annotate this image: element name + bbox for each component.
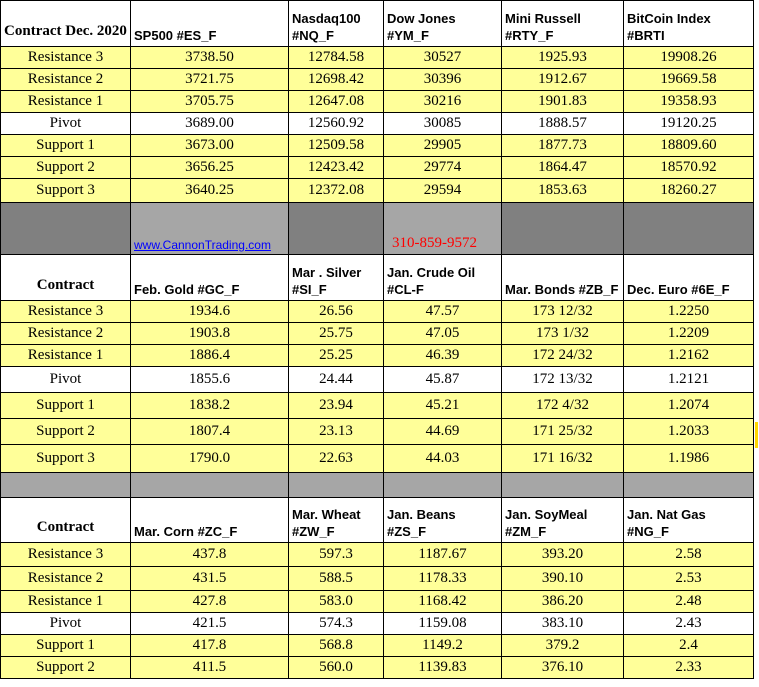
row-pivot: [1, 113, 754, 135]
row-resistance-1: [1, 591, 754, 613]
separator-cell: [1, 203, 131, 255]
instrument-header[interactable]: SP500 #ES_F: [131, 1, 289, 47]
instrument-header[interactable]: Mar . Silver #SI_F: [289, 255, 384, 301]
value-cell[interactable]: 18809.60: [624, 135, 754, 157]
value-cell[interactable]: 1.2074: [624, 393, 754, 419]
level-label-cell[interactable]: Support 2: [1, 657, 131, 679]
instrument-header[interactable]: Nasdaq100 #NQ_F: [289, 1, 384, 47]
instrument-header[interactable]: Jan. Beans #ZS_F: [384, 498, 502, 543]
separator-row: [1, 203, 754, 255]
value-cell[interactable]: 18260.27: [624, 179, 754, 203]
value-cell[interactable]: 2.53: [624, 567, 754, 591]
level-label-cell[interactable]: Resistance 3: [1, 301, 131, 323]
value-cell[interactable]: 3721.75: [131, 69, 289, 91]
value-cell[interactable]: 1807.4: [131, 419, 289, 445]
level-label-cell[interactable]: Resistance 3: [1, 543, 131, 567]
row-resistance-3: [1, 543, 754, 567]
value-cell[interactable]: 1877.73: [502, 135, 624, 157]
value-cell[interactable]: 1.2162: [624, 345, 754, 367]
row-support-2: [1, 419, 754, 445]
instrument-header[interactable]: Mini Russell #RTY_F: [502, 1, 624, 47]
value-cell[interactable]: 437.8: [131, 543, 289, 567]
level-label-cell[interactable]: Support 3: [1, 179, 131, 203]
instrument-header[interactable]: Dow Jones #YM_F: [384, 1, 502, 47]
value-cell[interactable]: 1912.67: [502, 69, 624, 91]
level-label-cell[interactable]: Pivot: [1, 367, 131, 393]
value-cell[interactable]: 46.39: [384, 345, 502, 367]
value-cell[interactable]: 379.2: [502, 635, 624, 657]
value-cell[interactable]: 411.5: [131, 657, 289, 679]
value-cell[interactable]: 22.63: [289, 445, 384, 473]
separator-cell: [289, 203, 384, 255]
value-cell[interactable]: 171 16/32: [502, 445, 624, 473]
separator-cell: [131, 473, 289, 498]
value-cell[interactable]: 23.13: [289, 419, 384, 445]
section1-header-row: [1, 1, 754, 47]
separator-cell: [502, 203, 624, 255]
value-cell[interactable]: 19908.26: [624, 47, 754, 69]
level-label-cell[interactable]: Resistance 1: [1, 91, 131, 113]
value-cell[interactable]: 588.5: [289, 567, 384, 591]
value-cell[interactable]: 1139.83: [384, 657, 502, 679]
section3-header-row: [1, 498, 754, 543]
value-cell[interactable]: 12560.92: [289, 113, 384, 135]
value-cell[interactable]: 23.94: [289, 393, 384, 419]
value-cell[interactable]: 172 24/32: [502, 345, 624, 367]
value-cell[interactable]: 1159.08: [384, 613, 502, 635]
row-resistance-2: [1, 567, 754, 591]
value-cell[interactable]: 44.69: [384, 419, 502, 445]
value-cell[interactable]: 431.5: [131, 567, 289, 591]
value-cell[interactable]: 1925.93: [502, 47, 624, 69]
website-link[interactable]: www.CannonTrading.com: [131, 203, 289, 255]
level-label-cell[interactable]: Pivot: [1, 613, 131, 635]
row-support-1: [1, 635, 754, 657]
value-cell[interactable]: 1187.67: [384, 543, 502, 567]
value-cell[interactable]: 45.21: [384, 393, 502, 419]
value-cell[interactable]: 19120.25: [624, 113, 754, 135]
value-cell[interactable]: 390.10: [502, 567, 624, 591]
value-cell[interactable]: 3656.25: [131, 157, 289, 179]
separator-row: [1, 473, 754, 498]
value-cell[interactable]: 47.57: [384, 301, 502, 323]
value-cell[interactable]: 18570.92: [624, 157, 754, 179]
value-cell[interactable]: 1.2121: [624, 367, 754, 393]
row-support-1: [1, 393, 754, 419]
value-cell[interactable]: 30085: [384, 113, 502, 135]
value-cell[interactable]: 386.20: [502, 591, 624, 613]
instrument-header[interactable]: Jan. Crude Oil #CL-F: [384, 255, 502, 301]
row-support-2: [1, 157, 754, 179]
separator-cell: [1, 473, 131, 498]
value-cell[interactable]: 173 1/32: [502, 323, 624, 345]
value-cell[interactable]: 1149.2: [384, 635, 502, 657]
level-label-cell[interactable]: Support 1: [1, 393, 131, 419]
value-cell[interactable]: 25.75: [289, 323, 384, 345]
value-cell[interactable]: 427.8: [131, 591, 289, 613]
level-label-cell[interactable]: Support 1: [1, 135, 131, 157]
value-cell[interactable]: 1903.8: [131, 323, 289, 345]
row-support-2: [1, 657, 754, 679]
row-support-1: [1, 135, 754, 157]
value-cell[interactable]: 2.33: [624, 657, 754, 679]
section2-header-row: [1, 255, 754, 301]
value-cell[interactable]: 383.10: [502, 613, 624, 635]
contract-header[interactable]: Contract Dec. 2020: [1, 1, 131, 47]
value-cell[interactable]: 44.03: [384, 445, 502, 473]
value-cell[interactable]: 393.20: [502, 543, 624, 567]
value-cell[interactable]: 12509.58: [289, 135, 384, 157]
separator-cell: [289, 473, 384, 498]
value-cell[interactable]: 3689.00: [131, 113, 289, 135]
value-cell[interactable]: 26.56: [289, 301, 384, 323]
row-resistance-1: [1, 91, 754, 113]
instrument-header[interactable]: BitCoin Index #BRTI: [624, 1, 754, 47]
row-support-3: [1, 445, 754, 473]
value-cell[interactable]: 12372.08: [289, 179, 384, 203]
value-cell[interactable]: 1901.83: [502, 91, 624, 113]
level-label-cell[interactable]: Resistance 1: [1, 345, 131, 367]
separator-cell: [502, 473, 624, 498]
value-cell[interactable]: 12423.42: [289, 157, 384, 179]
level-label-cell[interactable]: Resistance 1: [1, 591, 131, 613]
level-label-cell[interactable]: Support 1: [1, 635, 131, 657]
row-resistance-2: [1, 323, 754, 345]
value-cell[interactable]: 29774: [384, 157, 502, 179]
level-label-cell[interactable]: Resistance 2: [1, 323, 131, 345]
contract-header[interactable]: Contract: [1, 255, 131, 301]
separator-cell: [624, 203, 754, 255]
value-cell[interactable]: 560.0: [289, 657, 384, 679]
instrument-header[interactable]: Jan. SoyMeal #ZM_F: [502, 498, 624, 543]
value-cell[interactable]: 171 25/32: [502, 419, 624, 445]
value-cell[interactable]: 3640.25: [131, 179, 289, 203]
value-cell[interactable]: 3673.00: [131, 135, 289, 157]
value-cell[interactable]: 1790.0: [131, 445, 289, 473]
value-cell[interactable]: 45.87: [384, 367, 502, 393]
row-pivot: [1, 613, 754, 635]
value-cell[interactable]: 12698.42: [289, 69, 384, 91]
value-cell[interactable]: 574.3: [289, 613, 384, 635]
value-cell[interactable]: 597.3: [289, 543, 384, 567]
value-cell[interactable]: 1886.4: [131, 345, 289, 367]
value-cell[interactable]: 19358.93: [624, 91, 754, 113]
row-resistance-1: [1, 345, 754, 367]
level-label-cell[interactable]: Support 2: [1, 157, 131, 179]
row-resistance-2: [1, 69, 754, 91]
phone-number: 310-859-9572: [384, 203, 502, 255]
contract-header[interactable]: Contract: [1, 498, 131, 543]
value-cell[interactable]: 1.2250: [624, 301, 754, 323]
instrument-header[interactable]: Mar. Corn #ZC_F: [131, 498, 289, 543]
instrument-header[interactable]: Dec. Euro #6E_F: [624, 255, 754, 301]
row-support-3: [1, 179, 754, 203]
level-label-cell[interactable]: Resistance 2: [1, 567, 131, 591]
row-resistance-3: [1, 47, 754, 69]
instrument-header[interactable]: Mar. Bonds #ZB_F: [502, 255, 624, 301]
level-label-cell[interactable]: Resistance 2: [1, 69, 131, 91]
row-resistance-3: [1, 301, 754, 323]
value-cell[interactable]: 376.10: [502, 657, 624, 679]
level-label-cell[interactable]: Pivot: [1, 113, 131, 135]
value-cell[interactable]: 1.1986: [624, 445, 754, 473]
value-cell[interactable]: 421.5: [131, 613, 289, 635]
value-cell[interactable]: 583.0: [289, 591, 384, 613]
value-cell[interactable]: 568.8: [289, 635, 384, 657]
value-cell[interactable]: 1888.57: [502, 113, 624, 135]
value-cell[interactable]: 30216: [384, 91, 502, 113]
value-cell[interactable]: 2.58: [624, 543, 754, 567]
separator-cell: [384, 473, 502, 498]
cell-highlight-marker: [755, 422, 758, 448]
separator-cell: [624, 473, 754, 498]
value-cell[interactable]: 24.44: [289, 367, 384, 393]
value-cell[interactable]: 3738.50: [131, 47, 289, 69]
value-cell[interactable]: 1838.2: [131, 393, 289, 419]
value-cell[interactable]: 30396: [384, 69, 502, 91]
instrument-header[interactable]: Jan. Nat Gas #NG_F: [624, 498, 754, 543]
value-cell[interactable]: 25.25: [289, 345, 384, 367]
level-label-cell[interactable]: Support 2: [1, 419, 131, 445]
value-cell[interactable]: 1.2209: [624, 323, 754, 345]
value-cell[interactable]: 3705.75: [131, 91, 289, 113]
instrument-header[interactable]: Feb. Gold #GC_F: [131, 255, 289, 301]
row-pivot: [1, 367, 754, 393]
value-cell[interactable]: 12647.08: [289, 91, 384, 113]
value-cell[interactable]: 47.05: [384, 323, 502, 345]
value-cell[interactable]: 12784.58: [289, 47, 384, 69]
value-cell[interactable]: 2.4: [624, 635, 754, 657]
value-cell[interactable]: 172 4/32: [502, 393, 624, 419]
instrument-header[interactable]: Mar. Wheat #ZW_F: [289, 498, 384, 543]
value-cell[interactable]: 30527: [384, 47, 502, 69]
value-cell[interactable]: 1168.42: [384, 591, 502, 613]
value-cell[interactable]: 172 13/32: [502, 367, 624, 393]
value-cell[interactable]: 29594: [384, 179, 502, 203]
value-cell[interactable]: 29905: [384, 135, 502, 157]
value-cell[interactable]: 1178.33: [384, 567, 502, 591]
value-cell[interactable]: 1.2033: [624, 419, 754, 445]
level-label-cell[interactable]: Support 3: [1, 445, 131, 473]
value-cell[interactable]: 173 12/32: [502, 301, 624, 323]
value-cell[interactable]: 2.43: [624, 613, 754, 635]
value-cell[interactable]: 417.8: [131, 635, 289, 657]
value-cell[interactable]: 1864.47: [502, 157, 624, 179]
value-cell[interactable]: 1934.6: [131, 301, 289, 323]
value-cell[interactable]: 1855.6: [131, 367, 289, 393]
level-label-cell[interactable]: Resistance 3: [1, 47, 131, 69]
value-cell[interactable]: 2.48: [624, 591, 754, 613]
value-cell[interactable]: 19669.58: [624, 69, 754, 91]
value-cell[interactable]: 1853.63: [502, 179, 624, 203]
